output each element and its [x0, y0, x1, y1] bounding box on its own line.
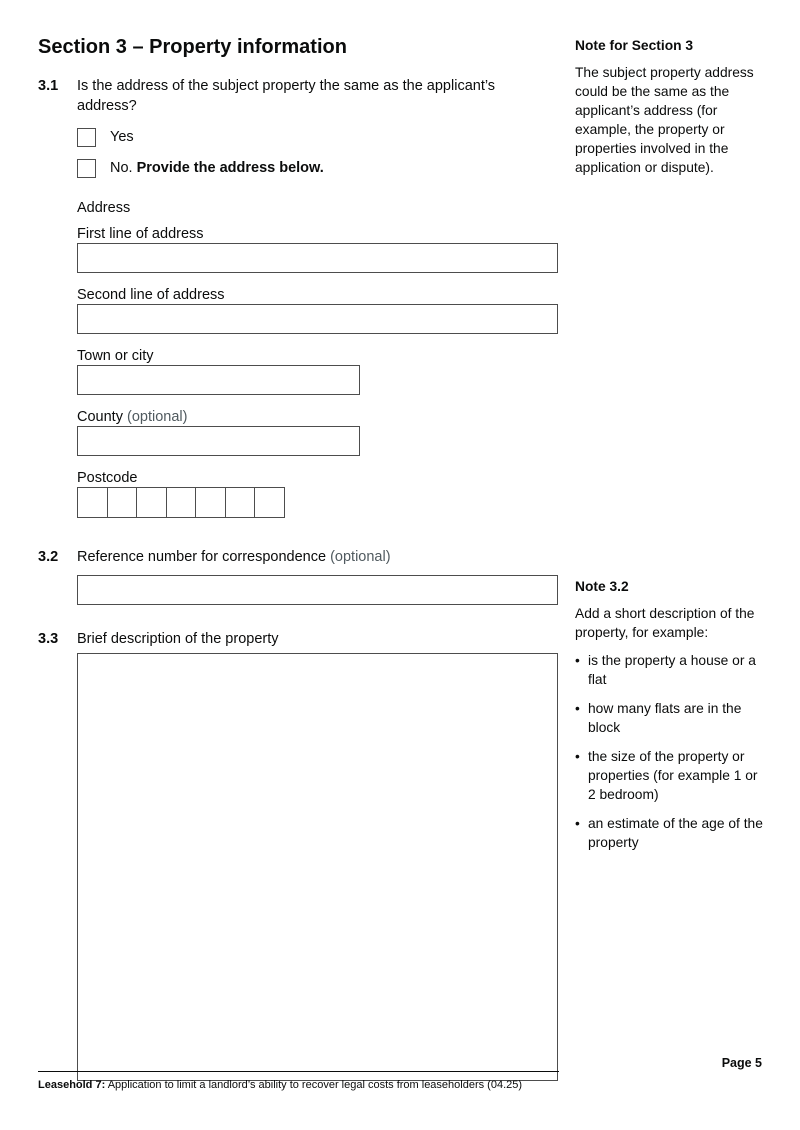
no-option-row — [77, 158, 559, 178]
note-3-2-bullets — [575, 651, 767, 852]
note-3-2-intro: Add a short description of the property, for example: — [575, 606, 755, 640]
note-section-3 — [575, 36, 767, 177]
county-optional-label: (optional) — [126, 409, 188, 425]
county-field — [77, 410, 559, 456]
reference-optional-label: (optional) — [330, 549, 391, 565]
main-column — [38, 36, 559, 1081]
question-3-3-number: 3.3 — [38, 631, 59, 647]
footer-form-id: Leasehold 7: — [38, 1079, 106, 1091]
postcode-cell-3[interactable] — [136, 487, 167, 518]
note-bullet: • an estimate of the age of the property — [575, 814, 767, 852]
yes-option-row — [77, 127, 559, 147]
second-line-label: Second line of address — [77, 287, 225, 303]
page-number: Page 5 — [721, 1056, 762, 1070]
note-3-2-heading: Note 3.2 — [575, 579, 629, 594]
question-3-1-text: Is the address of the subject property the same as the applicant’s address? — [77, 78, 496, 114]
postcode-cell-7[interactable] — [254, 487, 285, 518]
no-label: No. Provide the address below. — [110, 159, 324, 176]
question-3-2 — [38, 547, 559, 605]
question-3-2-number: 3.2 — [38, 549, 59, 565]
yes-checkbox[interactable] — [77, 128, 96, 147]
postcode-cell-2[interactable] — [107, 487, 138, 518]
second-line-field — [77, 288, 559, 334]
address-heading: Address — [77, 200, 131, 216]
town-label: Town or city — [77, 348, 154, 364]
description-label: Brief description of the property — [77, 631, 279, 647]
first-line-field — [77, 227, 559, 273]
note-section-3-body: The subject property address could be the same as the applicant’s address (for example, the property or properties involved in the application or dispute). — [575, 65, 754, 175]
footer-text: Leasehold 7: Application to limit a landlord’s ability to recover legal costs from leaseholders (04.25) — [38, 1079, 523, 1091]
postcode-boxes — [77, 487, 559, 518]
question-3-3 — [38, 629, 559, 1081]
county-input[interactable] — [77, 426, 360, 456]
footer-divider — [38, 1071, 559, 1072]
first-line-input[interactable] — [77, 243, 558, 273]
question-3-1 — [38, 76, 559, 533]
yes-label: Yes — [110, 128, 134, 145]
town-field — [77, 349, 559, 395]
postcode-cell-1[interactable] — [77, 487, 108, 518]
town-input[interactable] — [77, 365, 360, 395]
section-title: Section 3 – Property information — [38, 36, 347, 58]
second-line-input[interactable] — [77, 304, 558, 334]
reference-input[interactable] — [77, 575, 558, 605]
no-checkbox[interactable] — [77, 159, 96, 178]
county-label: County (optional) — [77, 409, 188, 425]
postcode-cell-4[interactable] — [166, 487, 197, 518]
postcode-cell-6[interactable] — [225, 487, 256, 518]
note-bullet: • how many flats are in the block — [575, 699, 767, 737]
note-3-2 — [575, 577, 767, 862]
note-bullet: • the size of the property or properties (for example 1 or 2 bedroom) — [575, 747, 767, 804]
note-section-3-heading: Note for Section 3 — [575, 38, 694, 53]
no-label-bold: Provide the address below. — [136, 159, 324, 176]
postcode-field — [77, 471, 559, 518]
note-bullet: • is the property a house or a flat — [575, 651, 767, 689]
description-textarea[interactable] — [77, 653, 558, 1081]
question-3-1-number: 3.1 — [38, 78, 59, 94]
postcode-cell-5[interactable] — [195, 487, 226, 518]
first-line-label: First line of address — [77, 226, 204, 242]
reference-label: Reference number for correspondence (optional) — [77, 549, 391, 565]
postcode-label: Postcode — [77, 470, 138, 486]
